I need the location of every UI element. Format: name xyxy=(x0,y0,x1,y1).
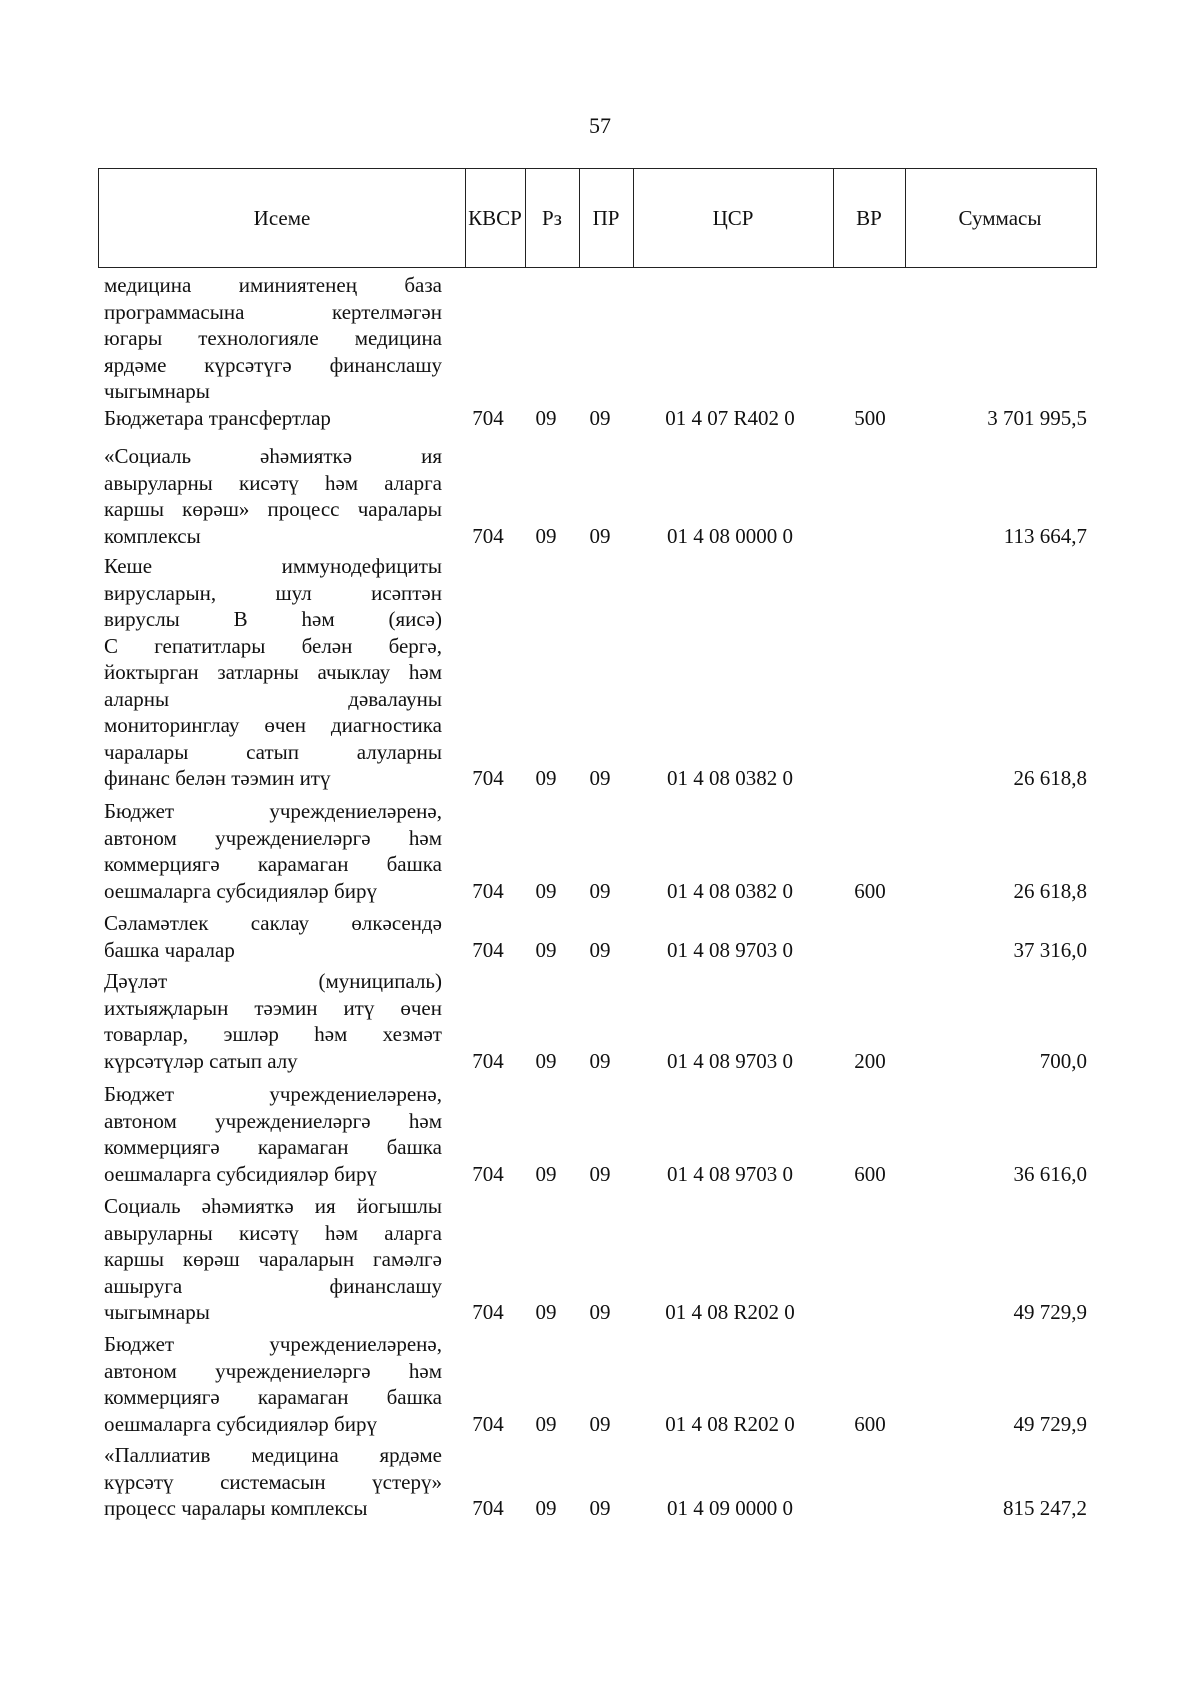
row-name xyxy=(104,910,442,963)
row-name-line: чыгымнары xyxy=(104,379,210,403)
row-name-line: югары технологияле медицина xyxy=(104,326,442,350)
row-csr: 01 4 09 0000 0 xyxy=(667,1496,793,1520)
row-pr: 09 xyxy=(589,1161,611,1186)
row-pr: 09 xyxy=(589,1496,611,1520)
row-sum: 700,0 xyxy=(1039,1048,1087,1073)
row-csr: 01 4 08 9703 0 xyxy=(667,937,793,962)
row-kvsr: 704 xyxy=(472,523,504,548)
row-name-line: аларны дәвалауны xyxy=(104,686,442,711)
row-rz: 09 xyxy=(535,878,557,903)
header-name: Исеме xyxy=(253,205,311,230)
row-pr: 09 xyxy=(589,766,611,790)
row-pr: 09 xyxy=(589,1300,611,1324)
row-name-line: Бюджет учреждениеләренә, xyxy=(104,1332,442,1356)
row-name-line: медицина иминиятенең база xyxy=(104,273,442,297)
row-name xyxy=(104,968,442,1074)
row-name xyxy=(104,1442,442,1522)
row-vr: 500 xyxy=(854,406,886,430)
row-rz: 09 xyxy=(535,406,557,430)
row-csr: 01 4 08 0000 0 xyxy=(667,523,793,548)
row-name-line: ихтыяҗларын тәэмин итү өчен xyxy=(104,995,442,1020)
row-name xyxy=(104,405,442,432)
row-name-line: Сәламәтлек саклау өлкәсендә xyxy=(104,911,442,935)
row-rz: 09 xyxy=(535,1411,557,1436)
row-name-line: коммерциягә карамаган башка xyxy=(104,852,442,876)
row-name-line: коммерциягә карамаган башка xyxy=(104,1135,442,1159)
row-name-line: оешмаларга субсидияләр бирү xyxy=(104,878,377,903)
header-vr: ВР xyxy=(856,205,882,230)
row-kvsr: 704 xyxy=(472,1411,504,1436)
row-kvsr: 704 xyxy=(472,766,504,790)
row-rz: 09 xyxy=(535,937,557,962)
row-name-line: авыруларны кисәтү һәм аларга xyxy=(104,1220,442,1245)
row-kvsr: 704 xyxy=(472,1048,504,1073)
row-name-line: Бюджет учреждениеләренә, xyxy=(104,1082,442,1106)
row-pr: 09 xyxy=(589,406,611,430)
row-name-line: С гепатитлары белән бергә, xyxy=(104,633,442,658)
row-pr: 09 xyxy=(589,1411,611,1436)
row-name xyxy=(104,1193,442,1326)
row-kvsr: 704 xyxy=(472,878,504,903)
row-name-line: автоном учреждениеләргә һәм xyxy=(104,825,442,850)
row-rz: 09 xyxy=(535,1300,557,1324)
row-name-line: автоном учреждениеләргә һәм xyxy=(104,1108,442,1133)
row-rz: 09 xyxy=(535,766,557,790)
row-pr: 09 xyxy=(589,1048,611,1073)
row-name-line: чаралары сатып алуларны xyxy=(104,739,442,764)
row-name-line: автоном учреждениеләргә һәм xyxy=(104,1358,442,1383)
row-csr: 01 4 08 9703 0 xyxy=(667,1161,793,1186)
row-rz: 09 xyxy=(535,1048,557,1073)
row-name-line: Дәүләт (муниципаль) xyxy=(104,969,442,993)
row-name xyxy=(104,443,442,549)
row-name-line: башка чаралар xyxy=(104,937,235,962)
row-name-line: Кеше иммунодефициты xyxy=(104,554,442,578)
header-rz: Рз xyxy=(542,205,562,230)
row-csr: 01 4 08 R202 0 xyxy=(665,1300,795,1324)
row-sum: 113 664,7 xyxy=(1003,523,1087,548)
row-sum: 49 729,9 xyxy=(1013,1411,1087,1436)
row-rz: 09 xyxy=(535,1496,557,1520)
row-csr: 01 4 07 R402 0 xyxy=(665,406,795,430)
row-name-line: мониторинглау өчен диагностика xyxy=(104,713,442,737)
row-name xyxy=(104,272,442,405)
row-name xyxy=(104,1081,442,1187)
row-name-line: чыгымнары xyxy=(104,1300,210,1324)
row-vr: 600 xyxy=(854,1411,886,1436)
row-kvsr: 704 xyxy=(472,1300,504,1324)
row-name-line: каршы көрәш» процесс чаралары xyxy=(104,497,442,521)
row-vr: 200 xyxy=(854,1048,886,1073)
row-sum: 26 618,8 xyxy=(1013,878,1087,903)
row-name-line: «Паллиатив медицина ярдәме xyxy=(104,1443,442,1467)
header-csr: ЦСР xyxy=(712,205,754,230)
row-name-line: Бюджет учреждениеләренә, xyxy=(104,799,442,823)
row-name-line: процесс чаралары комплексы xyxy=(104,1496,368,1520)
row-name-line: оешмаларга субсидияләр бирү xyxy=(104,1411,377,1436)
row-sum: 37 316,0 xyxy=(1013,937,1087,962)
row-rz: 09 xyxy=(535,523,557,548)
row-name-line: «Социаль әһәмияткә ия xyxy=(104,444,442,468)
row-sum: 36 616,0 xyxy=(1013,1161,1087,1186)
row-sum: 26 618,8 xyxy=(1013,766,1087,790)
row-kvsr: 704 xyxy=(472,1161,504,1186)
table-header xyxy=(98,168,1097,268)
row-name xyxy=(104,798,442,904)
row-vr: 600 xyxy=(854,878,886,903)
row-name-line: вируслы В һәм (яисә) xyxy=(104,607,442,631)
row-sum: 815 247,2 xyxy=(1003,1496,1087,1520)
row-name-line: ашыруга финанслашу xyxy=(104,1273,442,1298)
row-sum: 3 701 995,5 xyxy=(987,406,1087,430)
header-kvsr: КВСР xyxy=(468,205,522,230)
row-name-line: каршы көрәш чараларын гамәлгә xyxy=(104,1247,442,1271)
row-name-line: финанс белән тәэмин итү xyxy=(104,766,331,790)
row-pr: 09 xyxy=(589,878,611,903)
row-name xyxy=(104,553,442,792)
row-sum: 49 729,9 xyxy=(1013,1300,1087,1324)
row-pr: 09 xyxy=(589,523,611,548)
row-name-line: Бюджетара трансфертлар xyxy=(104,406,331,430)
row-name-line: комплексы xyxy=(104,523,201,548)
row-name-line: йоктырган затларны ачыклау һәм xyxy=(104,660,442,684)
row-csr: 01 4 08 0382 0 xyxy=(667,766,793,790)
row-csr: 01 4 08 R202 0 xyxy=(665,1411,795,1436)
header-pr: ПР xyxy=(592,205,620,230)
row-rz: 09 xyxy=(535,1161,557,1186)
row-name-line: күрсәтү системасын үстерү» xyxy=(104,1469,442,1494)
row-name xyxy=(104,1331,442,1437)
row-pr: 09 xyxy=(589,937,611,962)
row-kvsr: 704 xyxy=(472,1496,504,1520)
row-name-line: оешмаларга субсидияләр бирү xyxy=(104,1161,377,1186)
row-vr: 600 xyxy=(854,1161,886,1186)
row-name-line: Социаль әһәмияткә ия йогышлы xyxy=(104,1194,442,1218)
header-sum: Суммасы xyxy=(958,205,1042,230)
row-name-line: вирусларын, шул исәптән xyxy=(104,580,442,605)
row-name-line: күрсәтүләр сатып алу xyxy=(104,1048,298,1073)
page-number: 57 xyxy=(589,113,611,138)
row-csr: 01 4 08 9703 0 xyxy=(667,1048,793,1073)
row-kvsr: 704 xyxy=(472,937,504,962)
row-name-line: авыруларны кисәтү һәм аларга xyxy=(104,470,442,495)
row-name-line: коммерциягә карамаган башка xyxy=(104,1385,442,1409)
row-name-line: программасына кертелмәгән xyxy=(104,299,442,324)
row-name-line: ярдәме күрсәтүгә финанслашу xyxy=(104,352,442,377)
row-kvsr: 704 xyxy=(472,406,504,430)
row-csr: 01 4 08 0382 0 xyxy=(667,878,793,903)
row-name-line: товарлар, эшләр һәм хезмәт xyxy=(104,1022,442,1046)
